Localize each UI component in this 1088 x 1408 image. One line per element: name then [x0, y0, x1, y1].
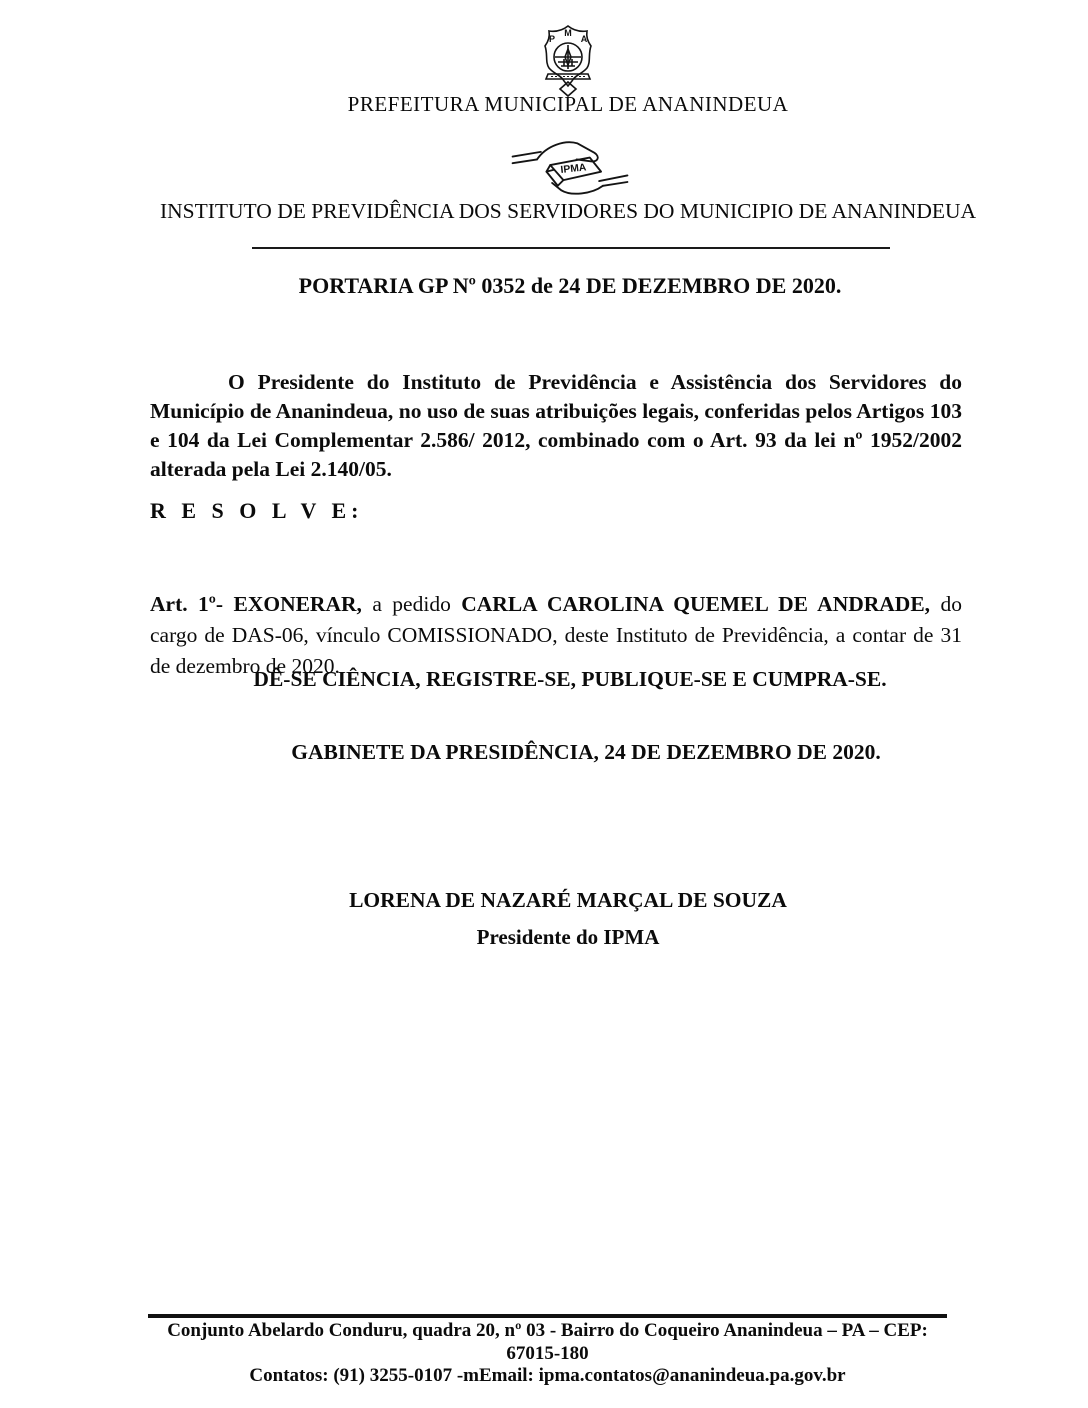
ipma-logo-icon	[508, 134, 632, 198]
crest-letter-p: P	[548, 34, 556, 44]
ipma-logo-label: IPMA	[560, 162, 587, 176]
article-details: do cargo de DAS-06, vínculo COMISSIONADO, deste Instituto de Previdência, a contar de 31 de dezembro de 2020.	[150, 591, 962, 678]
footer-rule	[148, 1314, 947, 1318]
crest-letter-m: M	[564, 28, 572, 38]
city-crest-icon	[535, 24, 601, 98]
footer	[150, 1320, 945, 1388]
institute-name: INSTITUTO DE PREVIDÊNCIA DOS SERVIDORES DO MUNICIPIO DE ANANINDEUA	[159, 199, 977, 223]
closing-formula: DÊ-SE CIÊNCIA, REGISTRE-SE, PUBLIQUE-SE E CUMPRA-SE.	[253, 667, 887, 691]
header-divider	[252, 247, 890, 249]
ordinance-title: PORTARIA GP Nº 0352 de 24 DE DEZEMBRO DE 2020.	[298, 273, 842, 298]
footer-address: Conjunto Abelardo Conduru, quadra 20, nº 03 - Bairro do Coqueiro Ananindeua – PA – CEP: 67015-180	[167, 1320, 928, 1364]
article-person-name: CARLA CAROLINA QUEMEL DE ANDRADE,	[461, 591, 931, 616]
signature-name: LORENA DE NAZARÉ MARÇAL DE SOUZA	[349, 888, 787, 912]
article-number-action: Art. 1º- EXONERAR,	[150, 591, 362, 616]
resolve-heading: R E S O L V E:	[150, 498, 364, 523]
signature-title: Presidente do IPMA	[476, 925, 660, 949]
crest-letter-a: A	[580, 34, 588, 44]
preamble-paragraph: O Presidente do Instituto de Previdência e Assistência dos Servidores do Município de Ananindeua, no uso de suas atribuições legais, conferidas pelos Artigos 103 e 104 da Lei Complementar 2.586/ 2012, combinado com o Art. 93 da lei nº 1952/2002 alterada pela Lei 2.140/05.	[150, 369, 962, 481]
article-connector: a pedido	[361, 591, 462, 616]
cabinet-date-line: GABINETE DA PRESIDÊNCIA, 24 DE DEZEMBRO DE 2020.	[291, 740, 881, 764]
organization-name: PREFEITURA MUNICIPAL DE ANANINDEUA	[347, 92, 789, 116]
footer-contacts: Contatos: (91) 3255-0107 -mEmail: ipma.contatos@ananindeua.pa.gov.br	[249, 1365, 846, 1386]
